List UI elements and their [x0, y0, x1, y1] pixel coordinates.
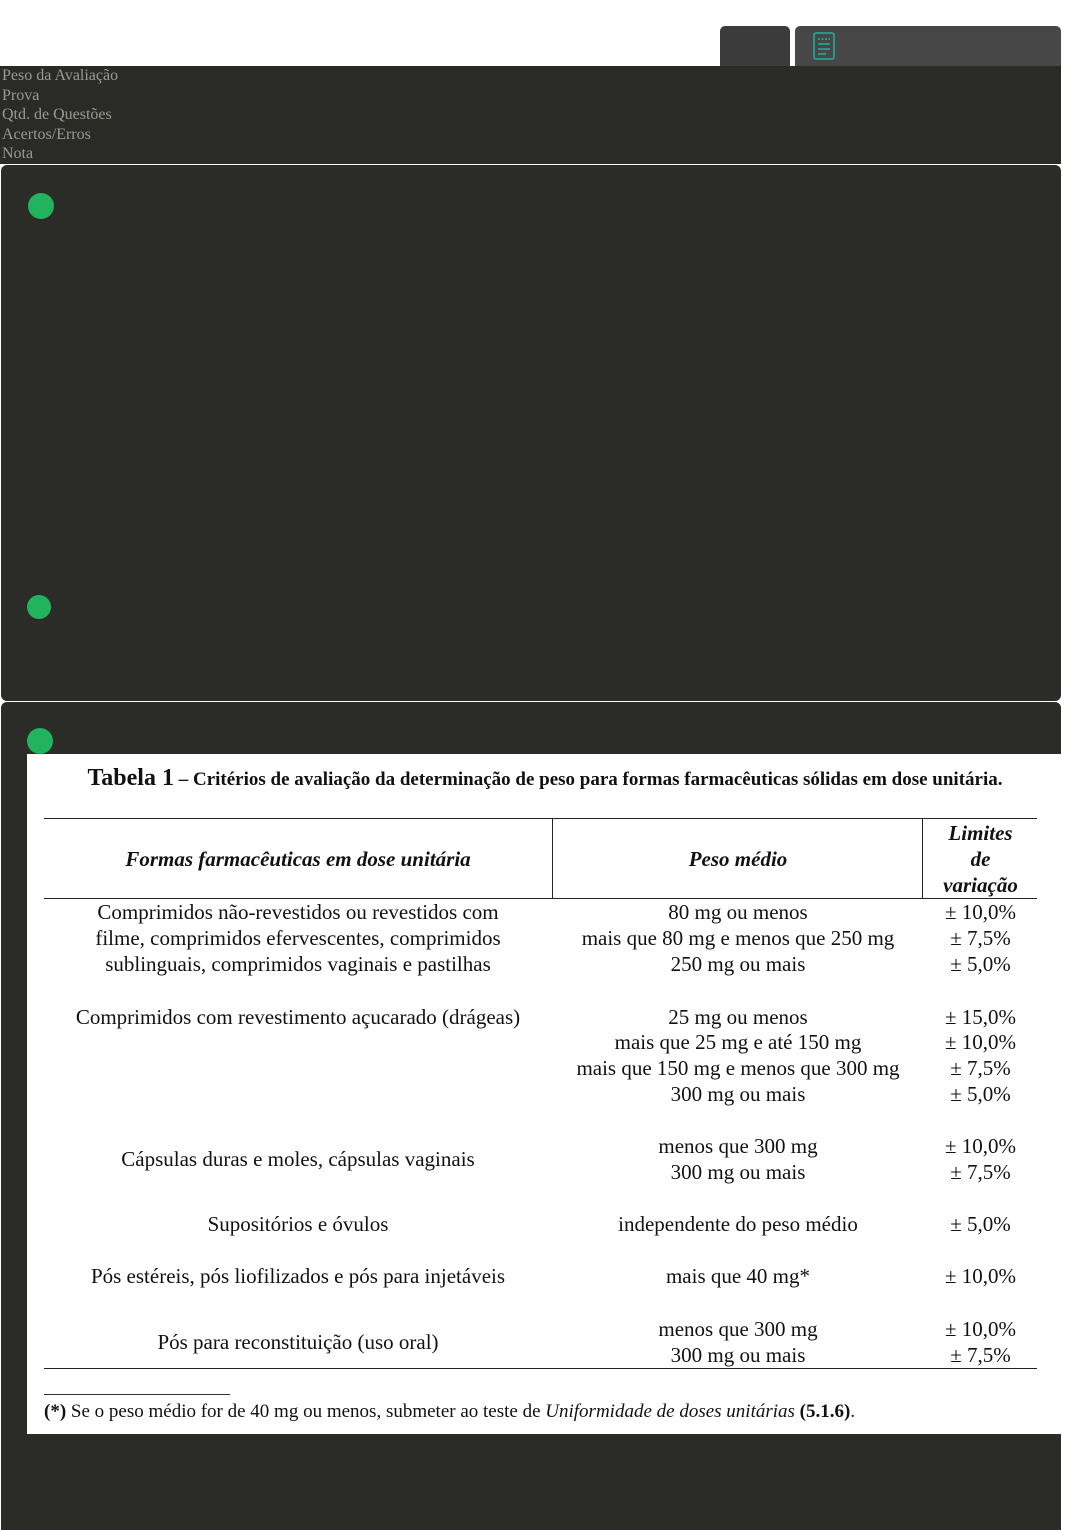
weight-cell: menos que 300 mg [658, 1317, 818, 1341]
weight-cell: mais que 150 mg e menos que 300 mg [576, 1056, 900, 1080]
form-cell: sublinguais, comprimidos vaginais e pastilhas [105, 952, 491, 976]
weight-cell: 250 mg ou mais [670, 952, 806, 976]
question-card-1 [1, 165, 1061, 701]
weight-cell: 300 mg ou mais [670, 1160, 806, 1184]
table-bottom-rule [44, 1368, 1037, 1369]
weight-cell: mais que 40 mg* [665, 1264, 811, 1288]
limit-cell: ± 7,5% [950, 1343, 1011, 1367]
footnote-end: . [850, 1401, 856, 1422]
table-footnote [44, 1400, 855, 1424]
form-cell: Comprimidos com revestimento açucarado (drágeas) [75, 1005, 521, 1029]
header-limites-line: de [970, 847, 991, 871]
status-dot-icon [27, 728, 53, 754]
form-cell: Pós estéreis, pós liofilizados e pós para injetáveis [90, 1264, 506, 1288]
limit-cell: ± 10,0% [944, 1030, 1017, 1054]
weight-cell: menos que 300 mg [658, 1134, 818, 1158]
header-peso-medio: Peso médio [688, 847, 788, 871]
table-image [27, 754, 1061, 1434]
weight-cell: mais que 80 mg e menos que 250 mg [581, 926, 895, 950]
evaluation-info-panel [0, 66, 1061, 164]
label-qtd-questoes: Qtd. de Questões [2, 106, 112, 124]
status-dot-icon [27, 595, 51, 619]
limit-cell: ± 7,5% [950, 1160, 1011, 1184]
top-bar [0, 0, 1069, 66]
header-formas: Formas farmacêuticas em dose unitária [125, 847, 471, 871]
label-acertos-erros: Acertos/Erros [2, 125, 91, 143]
label-nota: Nota [2, 145, 34, 163]
weight-cell: 300 mg ou mais [670, 1343, 806, 1367]
weight-cell: mais que 25 mg e até 150 mg [614, 1030, 862, 1054]
document-button[interactable] [795, 26, 1061, 66]
weight-cell: independente do peso médio [618, 1212, 858, 1236]
header-limites-line: Limites [948, 821, 1013, 845]
form-cell: filme, comprimidos efervescentes, comprimidos [95, 926, 501, 950]
form-cell: Pós para reconstituição (uso oral) [157, 1330, 439, 1354]
limit-cell: ± 5,0% [950, 952, 1011, 976]
table-number: Tabela 1 [87, 765, 174, 791]
form-cell: Supositórios e óvulos [207, 1212, 389, 1236]
header-limites [924, 820, 1037, 898]
limit-cell: ± 10,0% [944, 1264, 1017, 1288]
document-icon [813, 32, 835, 60]
table-top-rule [44, 818, 1037, 819]
limit-cell: ± 10,0% [944, 1317, 1017, 1341]
limit-cell: ± 5,0% [950, 1082, 1011, 1106]
header-limites-line: variação [943, 873, 1018, 897]
form-cell: Cápsulas duras e moles, cápsulas vaginais [121, 1147, 475, 1171]
footnote-separator [44, 1394, 230, 1395]
weight-cell: 300 mg ou mais [670, 1082, 806, 1106]
table-title [45, 766, 1045, 792]
limit-cell: ± 10,0% [944, 1134, 1017, 1158]
footnote-italic: Uniformidade de doses unitárias [545, 1401, 795, 1422]
limit-cell: ± 7,5% [950, 926, 1011, 950]
header-divider [552, 818, 553, 898]
limit-cell: ± 10,0% [944, 900, 1017, 924]
footnote-ref: (5.1.6) [799, 1401, 851, 1422]
label-prova: Prova [2, 86, 40, 104]
status-dot-icon [28, 193, 54, 219]
toolbar-button[interactable] [720, 26, 790, 66]
weight-cell: 80 mg ou menos [668, 900, 808, 924]
form-cell: Comprimidos não-revestidos ou revestidos com [97, 900, 499, 924]
question-card-2 [1, 702, 1061, 1530]
limit-cell: ± 5,0% [950, 1212, 1011, 1236]
label-peso-avaliacao: Peso da Avaliação [2, 67, 119, 84]
table-caption: – Critérios de avaliação da determinação de peso para formas farmacêuticas sólidas em dose unitária. [178, 769, 1003, 790]
limit-cell: ± 7,5% [950, 1056, 1011, 1080]
header-divider [922, 818, 923, 898]
weight-cell: 25 mg ou menos [668, 1005, 808, 1029]
footnote-text: Se o peso médio for de 40 mg ou menos, submeter ao teste de [66, 1401, 546, 1422]
limit-cell: ± 15,0% [944, 1005, 1017, 1029]
footnote-marker: (*) [44, 1401, 67, 1422]
